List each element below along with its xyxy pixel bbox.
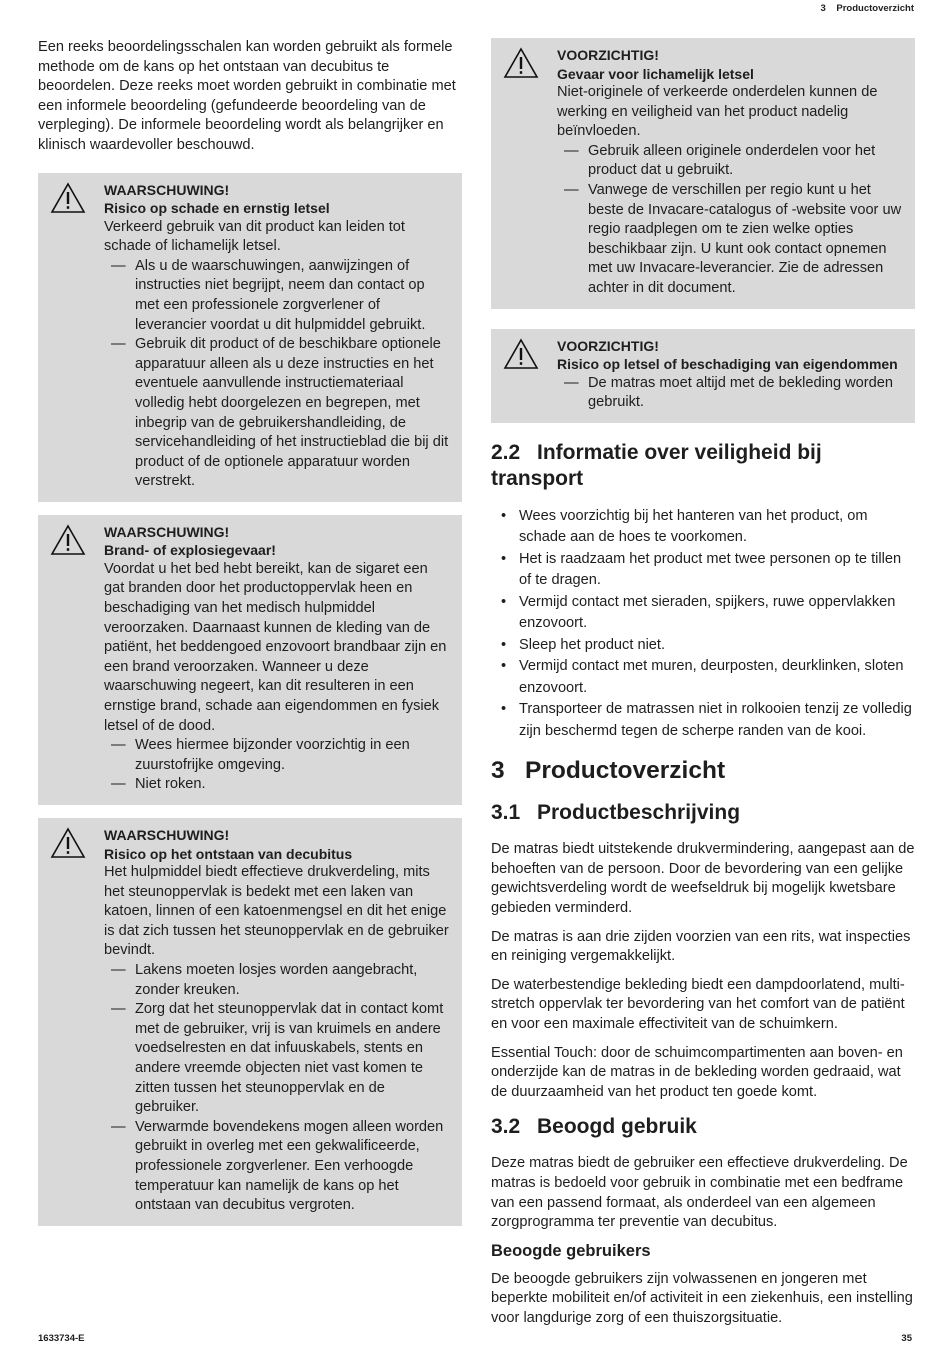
document-id: 1633734-E [38, 1333, 85, 1344]
hazard-title: Risico op letsel of beschadiging van eigendommen [557, 356, 898, 373]
section-heading-transport [491, 440, 915, 492]
signal-word: WAARSCHUWING! [104, 523, 230, 540]
list-item: — Lakens moeten losjes worden aangebracht, zonder kreuken. [135, 961, 452, 1000]
hazard-title: Risico op schade en ernstig letsel [104, 200, 330, 217]
paragraph: Deze matras biedt de gebruiker een effectieve drukverdeling. De matras is bedoeld voor gebruik in combinatie met een bedframe van een passend formaat, als onderdeel van een algemeen zorgprogramma ter preventie van decubitus. [491, 1155, 908, 1231]
warning-box [38, 515, 462, 805]
instruction-list [104, 961, 452, 1216]
signal-word: VOORZICHTIG! [557, 337, 659, 354]
paragraph: De waterbestendige bekleding biedt een dampdoorlatend, multi-stretch oppervlak ter bevordering van het comfort van de patiënt en voor een maximale effectiviteit van de schuimkern. [491, 976, 905, 1032]
paragraph: De beoogde gebruikers zijn volwassenen en jongeren met beperkte mobiliteit en/of activiteit in een ziekenhuis, een instelling voor langdurige zorg of een thuiszorgsituatie. [491, 1270, 913, 1326]
section-title: Beoogd gebruik [537, 1115, 697, 1139]
signal-word: VOORZICHTIG! [557, 47, 659, 63]
warning-triangle-icon [50, 182, 86, 214]
section-title: Informatie over veiligheid bij transport [491, 440, 822, 490]
transport-bullet-list [491, 506, 915, 743]
list-item: — Zorg dat het steunoppervlak dat in contact komt met de gebruiker, vrij is van kruimels en andere voedselresten en dat infuuskabels, stents en andere vreemde objecten niet vast komen te zitten tussen het steunoppervlak en de gebruiker. [135, 1000, 452, 1118]
paragraph: Essential Touch: door de schuimcompartimenten aan boven- en onderzijde kan de matras in de bekleding worden gedraaid, wat de duurzaamheid van het product ten goede komt. [491, 1044, 903, 1100]
list-item: — De matras moet altijd met de bekleding worden gebruikt. [588, 374, 905, 413]
warning-triangle-icon [503, 338, 539, 370]
section-title: Productbeschrijving [537, 801, 741, 825]
list-item: • Het is raadzaam het product met twee personen op te tillen of te dragen. [519, 549, 915, 592]
hazard-description: Voordat u het bed hebt bereikt, kan de sigaret een gat branden door het productoppervlak heen en beschadiging van het medisch hulpmiddel veroorzaken. Daarnaast kunnen de kleding van de patiënt, het beddengoed enzovoort brandbaar zijn en een brand veroorzaken. Wanneer u deze waarschuwing negeert, kan dit resulteren in een ernstige brand, schade aan eigendommen en fysiek letsel of de dood. [104, 560, 447, 734]
instruction-list [104, 257, 452, 492]
section-number: 3.1 [491, 801, 521, 825]
running-header [820, 3, 914, 14]
warning-triangle-icon [50, 827, 86, 859]
section-heading-intended-use [491, 1114, 915, 1140]
list-item: — Als u de waarschuwingen, aanwijzingen of instructies niet begrijpt, neem dan contact op met een professionele zorgverlener of leverancier voordat u dit hulpmiddel gebruikt. [135, 257, 452, 335]
hazard-description: Niet-originele of verkeerde onderdelen kunnen de werking en veiligheid van het product nadelig beïnvloeden. [557, 84, 878, 140]
warning-box [38, 818, 462, 1226]
list-item: • Vermijd contact met muren, deurposten, deurklinken, sloten enzovoort. [519, 656, 915, 699]
paragraph: De matras biedt uitstekende drukvermindering, aangepast aan de behoeften van de persoon. Door de bevordering van een gelijke gewichtsverdeling wordt de weefseldruk bij mogelijk kwetsbare gebieden verminderd. [491, 841, 915, 916]
hazard-title: Brand- of explosiegevaar! [104, 542, 276, 559]
hazard-title: Gevaar voor lichamelijk letsel [557, 65, 754, 82]
page-number: 35 [901, 1333, 912, 1344]
hazard-title: Risico op het ontstaan van decubitus [104, 845, 353, 862]
list-item: • Transporteer de matrassen niet in rolkooien tenzij ze volledig zijn beschermd tegen de scherpe randen van de kooi. [519, 699, 915, 742]
subheading-intended-users: Beoogde gebruikers [491, 1241, 651, 1260]
list-item: • Wees voorzichtig bij het hanteren van het product, om schade aan de hoes te voorkomen. [519, 506, 915, 549]
list-item: — Gebruik alleen originele onderdelen voor het product dat u gebruikt. [588, 142, 905, 181]
hazard-description: Verkeerd gebruik van dit product kan leiden tot schade of lichamelijk letsel. [104, 218, 405, 255]
section-heading-description [491, 800, 915, 826]
warning-triangle-icon [503, 47, 539, 79]
header-chapter-title: Productoverzicht [836, 3, 914, 14]
instruction-list [557, 142, 905, 299]
right-column [491, 38, 915, 1338]
chapter-number: 3 [491, 757, 505, 785]
warning-triangle-icon [50, 524, 86, 556]
hazard-description: Het hulpmiddel biedt effectieve drukverdeling, mits het steunoppervlak is bedekt met een laken van katoen, linnen of een katoenmengsel en dit het enige is dat zich tussen het steunoppervlak en de gebruiker bevindt. [104, 864, 449, 959]
left-column [38, 38, 462, 1239]
section-number: 2.2 [491, 440, 521, 464]
section-number: 3.2 [491, 1115, 521, 1139]
list-item: — Wees hiermee bijzonder voorzichtig in een zuurstofrijke omgeving. [135, 736, 452, 775]
intro-paragraph: Een reeks beoordelingsschalen kan worden gebruikt als formele methode om de kans op het ontstaan van decubitus te beoordelen. Deze reeks moet worden gebruikt in combinatie met een informele beoordeling (gefundeerde beoordeling van de verpleging). De informele beoordeling wordt als belangrijker en klinisch waardevoller beschouwd. [38, 39, 456, 153]
chapter-heading [491, 756, 915, 786]
chapter-title: Productoverzicht [525, 757, 726, 785]
caution-box [491, 329, 915, 423]
paragraph: De matras is aan drie zijden voorzien van een rits, wat inspecties en reiniging vergemakkelijkt. [491, 928, 911, 965]
list-item: — Vanwege de verschillen per regio kunt u het beste de Invacare-catalogus of -website voor uw regio raadplegen om te zien welke opties beschikbaar zijn. U kunt ook contact opnemen met uw Invacare-leverancier. Zie de adressen achter in dit document. [588, 181, 905, 299]
list-item: • Sleep het product niet. [519, 635, 915, 657]
signal-word: WAARSCHUWING! [104, 827, 230, 843]
caution-box [491, 38, 915, 309]
list-item: — Gebruik dit product of de beschikbare optionele apparatuur alleen als u deze instructies en het eventuele aanvullende instructiemateriaal volledig hebt doorgelezen en begrepen, met inbegrip van de gebruikershandleiding, de servicehandleiding of het instructieblad die bij dit product of de optionele apparatuur worden verstrekt. [135, 335, 452, 492]
header-chapter-number: 3 [820, 3, 826, 14]
instruction-list [104, 736, 452, 795]
warning-box [38, 173, 462, 502]
list-item: • Vermijd contact met sieraden, spijkers, ruwe oppervlakken enzovoort. [519, 592, 915, 635]
list-item: — Verwarmde bovendekens mogen alleen worden gebruikt in overleg met een gekwalificeerde, professionele zorgverlener. Een verhoogde temperatuur kan namelijk de kans op het ontstaan van decubitus vergroten. [135, 1118, 452, 1216]
signal-word: WAARSCHUWING! [104, 181, 230, 198]
list-item: — Niet roken. [135, 775, 452, 795]
instruction-list [557, 374, 905, 413]
